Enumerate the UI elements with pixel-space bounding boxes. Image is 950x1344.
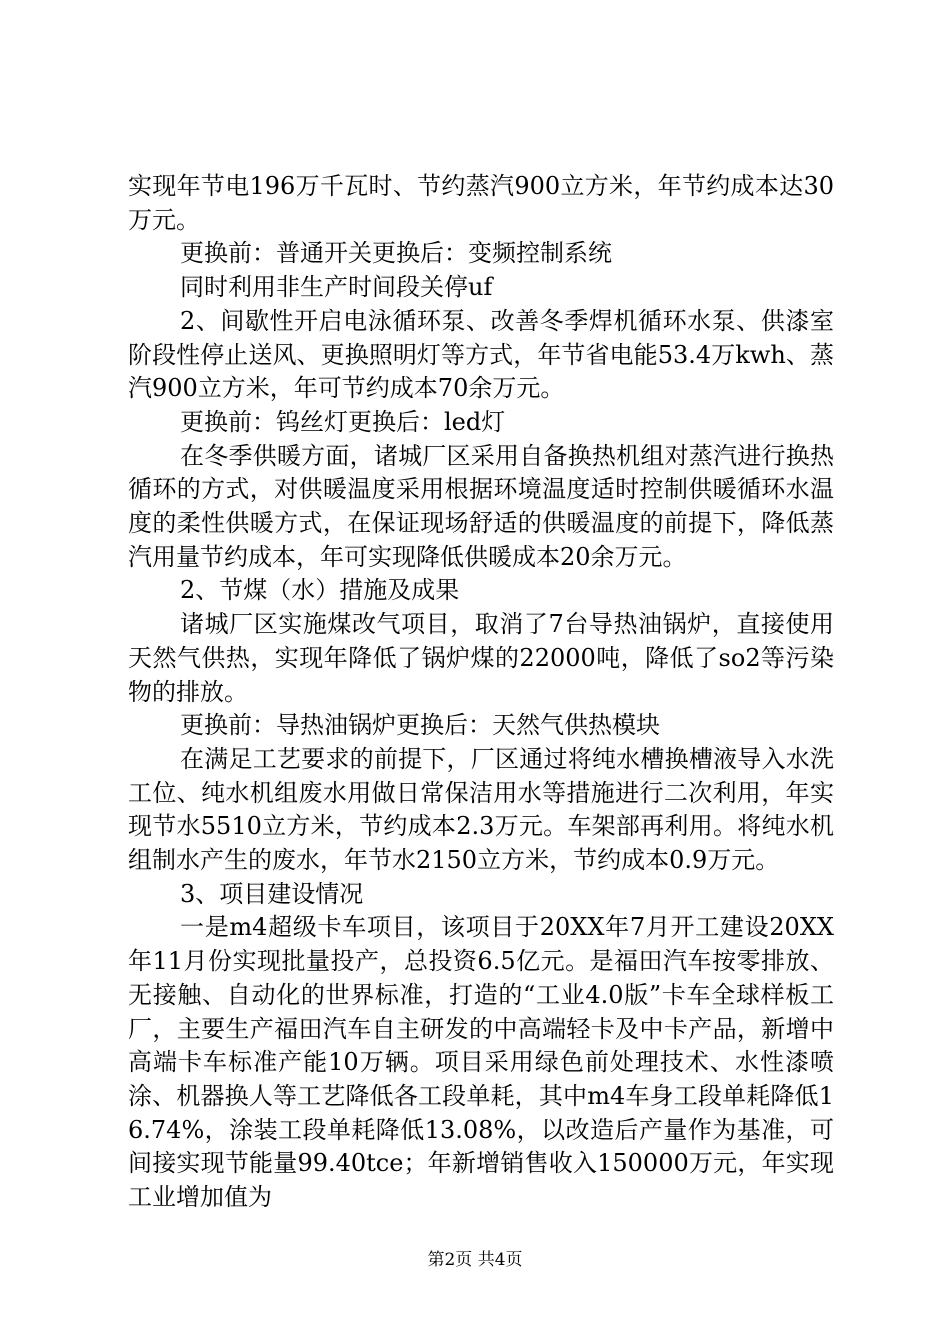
page-footer [0, 1245, 950, 1270]
paragraph-3: 同时利用非生产时间段关停uf [180, 273, 493, 302]
paragraph-11: 3、项目建设情况 [180, 879, 364, 908]
paragraph-7: 2、节煤（水）措施及成果 [180, 576, 460, 605]
paragraph-8: 诸城厂区实施煤改气项目，取消了7台导热油锅炉，直接使用天然气供热，实现年降低了锅炉煤的22000吨，降低了so2等污染物的排放。 [128, 610, 834, 706]
page-number-label: 第2页 共4页 [427, 1250, 523, 1270]
paragraph-12: 一是m4超级卡车项目，该项目于20XX年7月开工建设20XX年11月份实现批量投产，总投资6.5亿元。是福田汽车按零排放、无接触、自动化的世界标准，打造的“工业4.0版”卡车全球样板工厂，主要生产福田汽车自主研发的中高端轻卡及中卡产品，新增中高端卡车标准产能10万辆。项目采用绿色前处理技术、水性漆喷涂、机器换人等工艺降低各工段单耗，其中m4车身工段单耗降低16.74%，涂装工段单耗降低13.08%，以改造后产量作为基准，可间接实现节能量99.40tce；年新增销售收入150000万元，年实现工业增加值为 [128, 913, 834, 1212]
paragraph-6: 在冬季供暖方面，诸城厂区采用自备换热机组对蒸汽进行换热循环的方式，对供暖温度采用根据环境温度适时控制供暖循环水温度的柔性供暖方式，在保证现场舒适的供暖温度的前提下，降低蒸汽用量节约成本，年可实现降低供暖成本20余万元。 [128, 441, 834, 571]
paragraph-2: 更换前：普通开关更换后：变频控制系统 [180, 239, 612, 268]
paragraph-10: 在满足工艺要求的前提下，厂区通过将纯水槽换槽液导入水洗工位、纯水机组废水用做日常保洁用水等措施进行二次利用，年实现节水5510立方米，节约成本2.3万元。车架部再利用。将纯水机组制水产生的废水，年节水2150立方米，节约成本0.9万元。 [128, 744, 834, 875]
paragraph-9: 更换前：导热油锅炉更换后：天然气供热模块 [180, 711, 660, 740]
paragraph-5: 更换前：钨丝灯更换后：led灯 [180, 407, 506, 436]
paragraph-1: 实现年节电196万千瓦时、节约蒸汽900立方米，年节约成本达30万元。 [128, 172, 834, 234]
document-body [128, 170, 834, 1215]
paragraph-4: 2、间歇性开启电泳循环泵、改善冬季焊机循环水泵、供漆室阶段性停止送风、更换照明灯等方式，年节省电能53.4万kwh、蒸汽900立方米，年可节约成本70余万元。 [128, 306, 834, 403]
